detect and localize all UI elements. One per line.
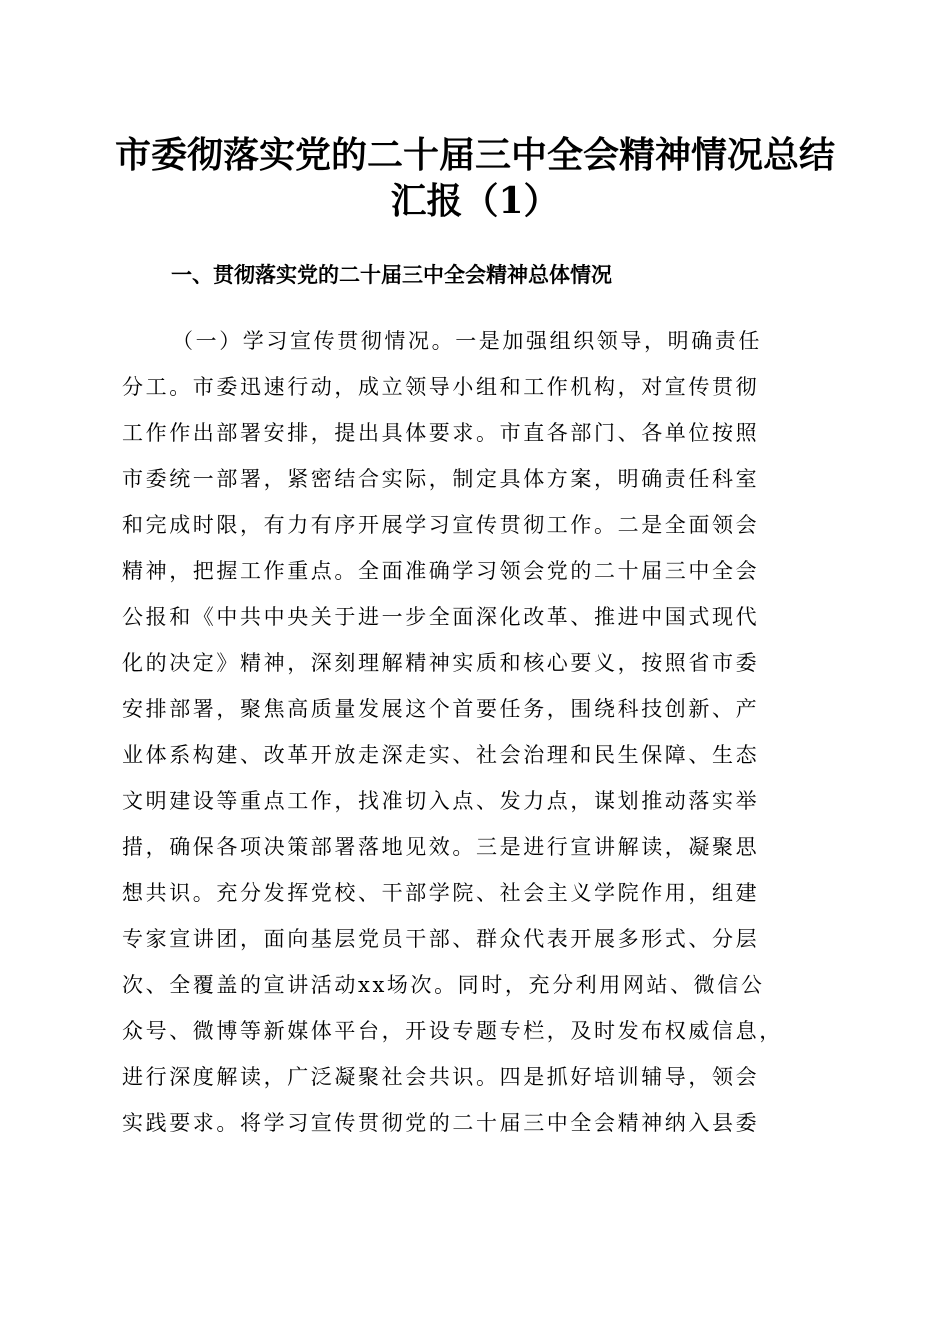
paragraph-line: 业体系构建、改革开放走深走实、社会治理和民生保障、生态 — [122, 743, 760, 767]
paragraph-line: 实践要求。将学习宣传贯彻党的二十届三中全会精神纳入县委 — [122, 1111, 760, 1135]
paragraph-line: 和完成时限，有力有序开展学习宣传贯彻工作。二是全面领会 — [122, 513, 760, 537]
paragraph-line: 工作作出部署安排，提出具体要求。市直各部门、各单位按照 — [122, 421, 760, 445]
paragraph-line: 市委统一部署，紧密结合实际，制定具体方案，明确责任科室 — [122, 467, 760, 491]
paragraph-line: 想共识。充分发挥党校、干部学院、社会主义学院作用，组建 — [122, 881, 760, 905]
section-heading: 一、贯彻落实党的二十届三中全会精神总体情况 — [171, 263, 612, 287]
body-paragraph — [122, 318, 842, 1146]
paragraph-line: 文明建设等重点工作，找准切入点、发力点，谋划推动落实举 — [122, 789, 760, 813]
paragraph-line: 进行深度解读，广泛凝聚社会共识。四是抓好培训辅导，领会 — [122, 1065, 760, 1089]
paragraph-line: 专家宣讲团，面向基层党员干部、群众代表开展多形式、分层 — [122, 927, 760, 951]
document-title-line: 市委彻落实党的二十届三中全会精神情况总结 — [114, 134, 835, 176]
paragraph-line: 化的决定》精神，深刻理解精神实质和核心要义，按照省市委 — [122, 651, 760, 675]
paragraph-line: 精神，把握工作重点。全面准确学习领会党的二十届三中全会 — [122, 559, 760, 583]
document-title-line: 汇报（1） — [390, 180, 560, 222]
paragraph-line: 安排部署，聚焦高质量发展这个首要任务，围绕科技创新、产 — [122, 697, 760, 721]
paragraph-line: 公报和《中共中央关于进一步全面深化改革、推进中国式现代 — [122, 605, 760, 629]
paragraph-line: 次、全覆盖的宣讲活动xx场次。同时，充分利用网站、微信公 — [122, 973, 765, 997]
paragraph-line: （一）学习宣传贯彻情况。一是加强组织领导，明确责任 — [172, 329, 762, 353]
paragraph-line: 众号、微博等新媒体平台，开设专题专栏，及时发布权威信息， — [122, 1019, 783, 1043]
paragraph-line: 分工。市委迅速行动，成立领导小组和工作机构，对宣传贯彻 — [122, 375, 760, 399]
paragraph-line: 措，确保各项决策部署落地见效。三是进行宣讲解读，凝聚思 — [122, 835, 760, 859]
document-title — [100, 132, 850, 224]
